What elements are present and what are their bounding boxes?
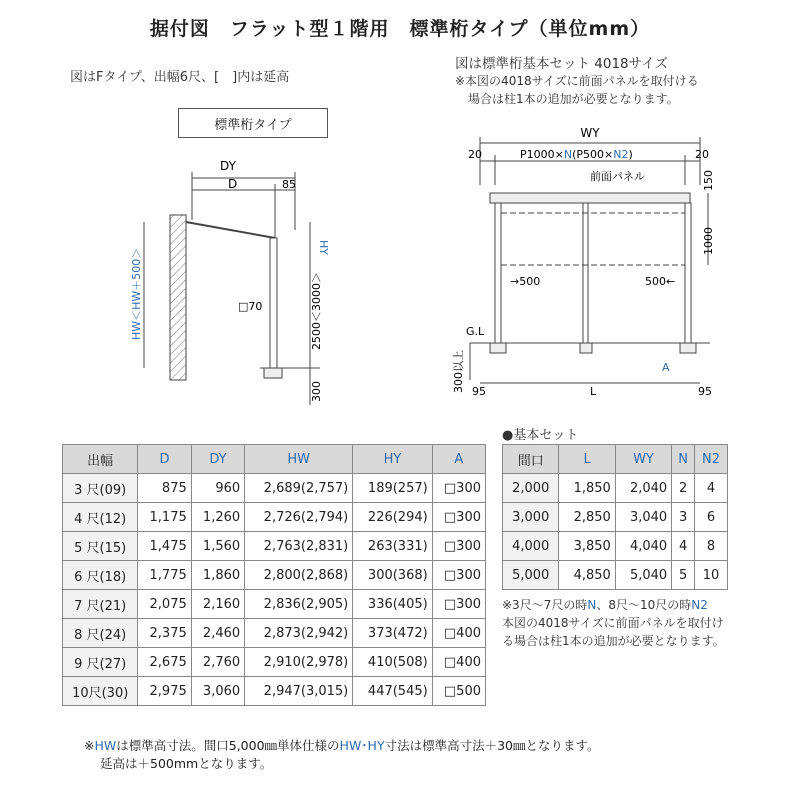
h1000-label: 1000 bbox=[702, 227, 715, 255]
post bbox=[270, 238, 277, 368]
h150-label: 150 bbox=[702, 170, 715, 191]
header-hy: HY bbox=[353, 445, 432, 474]
table-row: 3 尺(09) 875 960 2,689(2,757) 189(257) □300 bbox=[63, 474, 486, 503]
basic-set-note-2: 本図の4018サイズに前面パネルを取付け bbox=[502, 616, 724, 630]
header-a: A bbox=[432, 445, 485, 474]
wall bbox=[170, 215, 186, 380]
basic-set-title: ●基本セット bbox=[502, 428, 579, 443]
type-label-box: 標準桁タイプ bbox=[178, 108, 328, 138]
l-label: L bbox=[590, 385, 597, 398]
side-view-drawing bbox=[120, 150, 340, 410]
middle-post bbox=[583, 203, 588, 343]
front-roof bbox=[490, 193, 690, 203]
dy-label: DY bbox=[220, 159, 236, 173]
page-title: 据付図 フラット型１階用 標準桁タイプ（単位mm） bbox=[149, 18, 651, 40]
table-row: 5,000 4,850 5,040 5 10 bbox=[503, 561, 728, 590]
main-table bbox=[62, 444, 486, 706]
basic-set-note-3: る場合は柱1本の追加が必要となります。 bbox=[502, 634, 725, 648]
table-row: 4,000 3,850 4,040 4 8 bbox=[503, 532, 728, 561]
h300-label: 300 bbox=[310, 381, 323, 402]
pitch-label: P1000×N(P500×N2) bbox=[520, 148, 633, 161]
right-note-1: 図は標準桁基本セット 4018サイズ bbox=[455, 56, 669, 72]
right-95-label: 95 bbox=[698, 385, 712, 398]
table-row: 4 尺(12) 1,175 1,260 2,726(2,794) 226(294) □300 bbox=[63, 503, 486, 532]
arrow-right-label: 500← bbox=[645, 275, 676, 288]
table-row: 5 尺(15) 1,475 1,560 2,763(2,831) 263(331) □300 bbox=[63, 532, 486, 561]
footer-line-1: ※HWは標準高寸法。間口5,000㎜単体仕様のHW･HY寸法は標準高寸法＋30㎜となります。 bbox=[84, 738, 600, 753]
main-table-header bbox=[63, 445, 486, 474]
right-note-3: 場合は柱1本の追加が必要となります。 bbox=[468, 92, 679, 106]
left-note: 図はFタイプ、出幅6尺、[ ]内は延高 bbox=[70, 70, 290, 85]
table-row: 9 尺(27) 2,675 2,760 2,910(2,978) 410(508) □400 bbox=[63, 648, 486, 677]
table-row: 3,000 2,850 3,040 3 6 bbox=[503, 503, 728, 532]
header-deho: 出幅 bbox=[63, 445, 138, 474]
right-post bbox=[685, 203, 691, 343]
gl-label: G.L bbox=[466, 325, 485, 338]
table-row: 7 尺(21) 2,075 2,160 2,836(2,905) 336(405) □300 bbox=[63, 590, 486, 619]
header-dy: DY bbox=[191, 445, 244, 474]
table-row: 8 尺(24) 2,375 2,460 2,873(2,942) 373(472) □400 bbox=[63, 619, 486, 648]
a-label: A bbox=[662, 361, 670, 374]
roof-line bbox=[186, 222, 275, 238]
post-footing bbox=[264, 368, 282, 378]
above-300-label: 300以上 bbox=[452, 350, 465, 393]
hw-label: HW＜HW＋500＞ bbox=[130, 247, 143, 340]
right-note-2: ※本図の4018サイズに前面パネルを取付ける bbox=[455, 74, 699, 88]
arrow-left-label: →500 bbox=[510, 275, 541, 288]
hy-label: HY bbox=[317, 240, 330, 255]
header-d: D bbox=[138, 445, 191, 474]
front-view-drawing bbox=[450, 125, 730, 405]
table-row: 2,000 1,850 2,040 2 4 bbox=[503, 474, 728, 503]
header-hw: HW bbox=[245, 445, 353, 474]
basic-set-note-1: ※3尺～7尺の時N、8尺～10尺の時N2 bbox=[502, 598, 708, 612]
wy-label: WY bbox=[580, 126, 600, 140]
d-label: D bbox=[228, 177, 238, 191]
basic-set-table bbox=[502, 444, 728, 590]
table-row: 10尺(30) 2,975 3,060 2,947(3,015) 447(545) □500 bbox=[63, 677, 486, 706]
h2500-label: 2500＜3000＞ bbox=[310, 272, 323, 350]
post-size-label: □70 bbox=[238, 300, 263, 313]
panel-label: 前面パネル bbox=[590, 170, 645, 183]
left-20-label: 20 bbox=[468, 148, 482, 161]
left-95-label: 95 bbox=[472, 385, 486, 398]
footer-line-2: 延高は＋500mmとなります。 bbox=[100, 756, 273, 771]
right-20-label: 20 bbox=[695, 148, 709, 161]
basic-set-header: 間口 L WY N N2 bbox=[503, 445, 728, 474]
table-row: 6 尺(18) 1,775 1,860 2,800(2,868) 300(368) □300 bbox=[63, 561, 486, 590]
d85-label: 85 bbox=[282, 178, 296, 191]
left-post bbox=[495, 203, 501, 343]
